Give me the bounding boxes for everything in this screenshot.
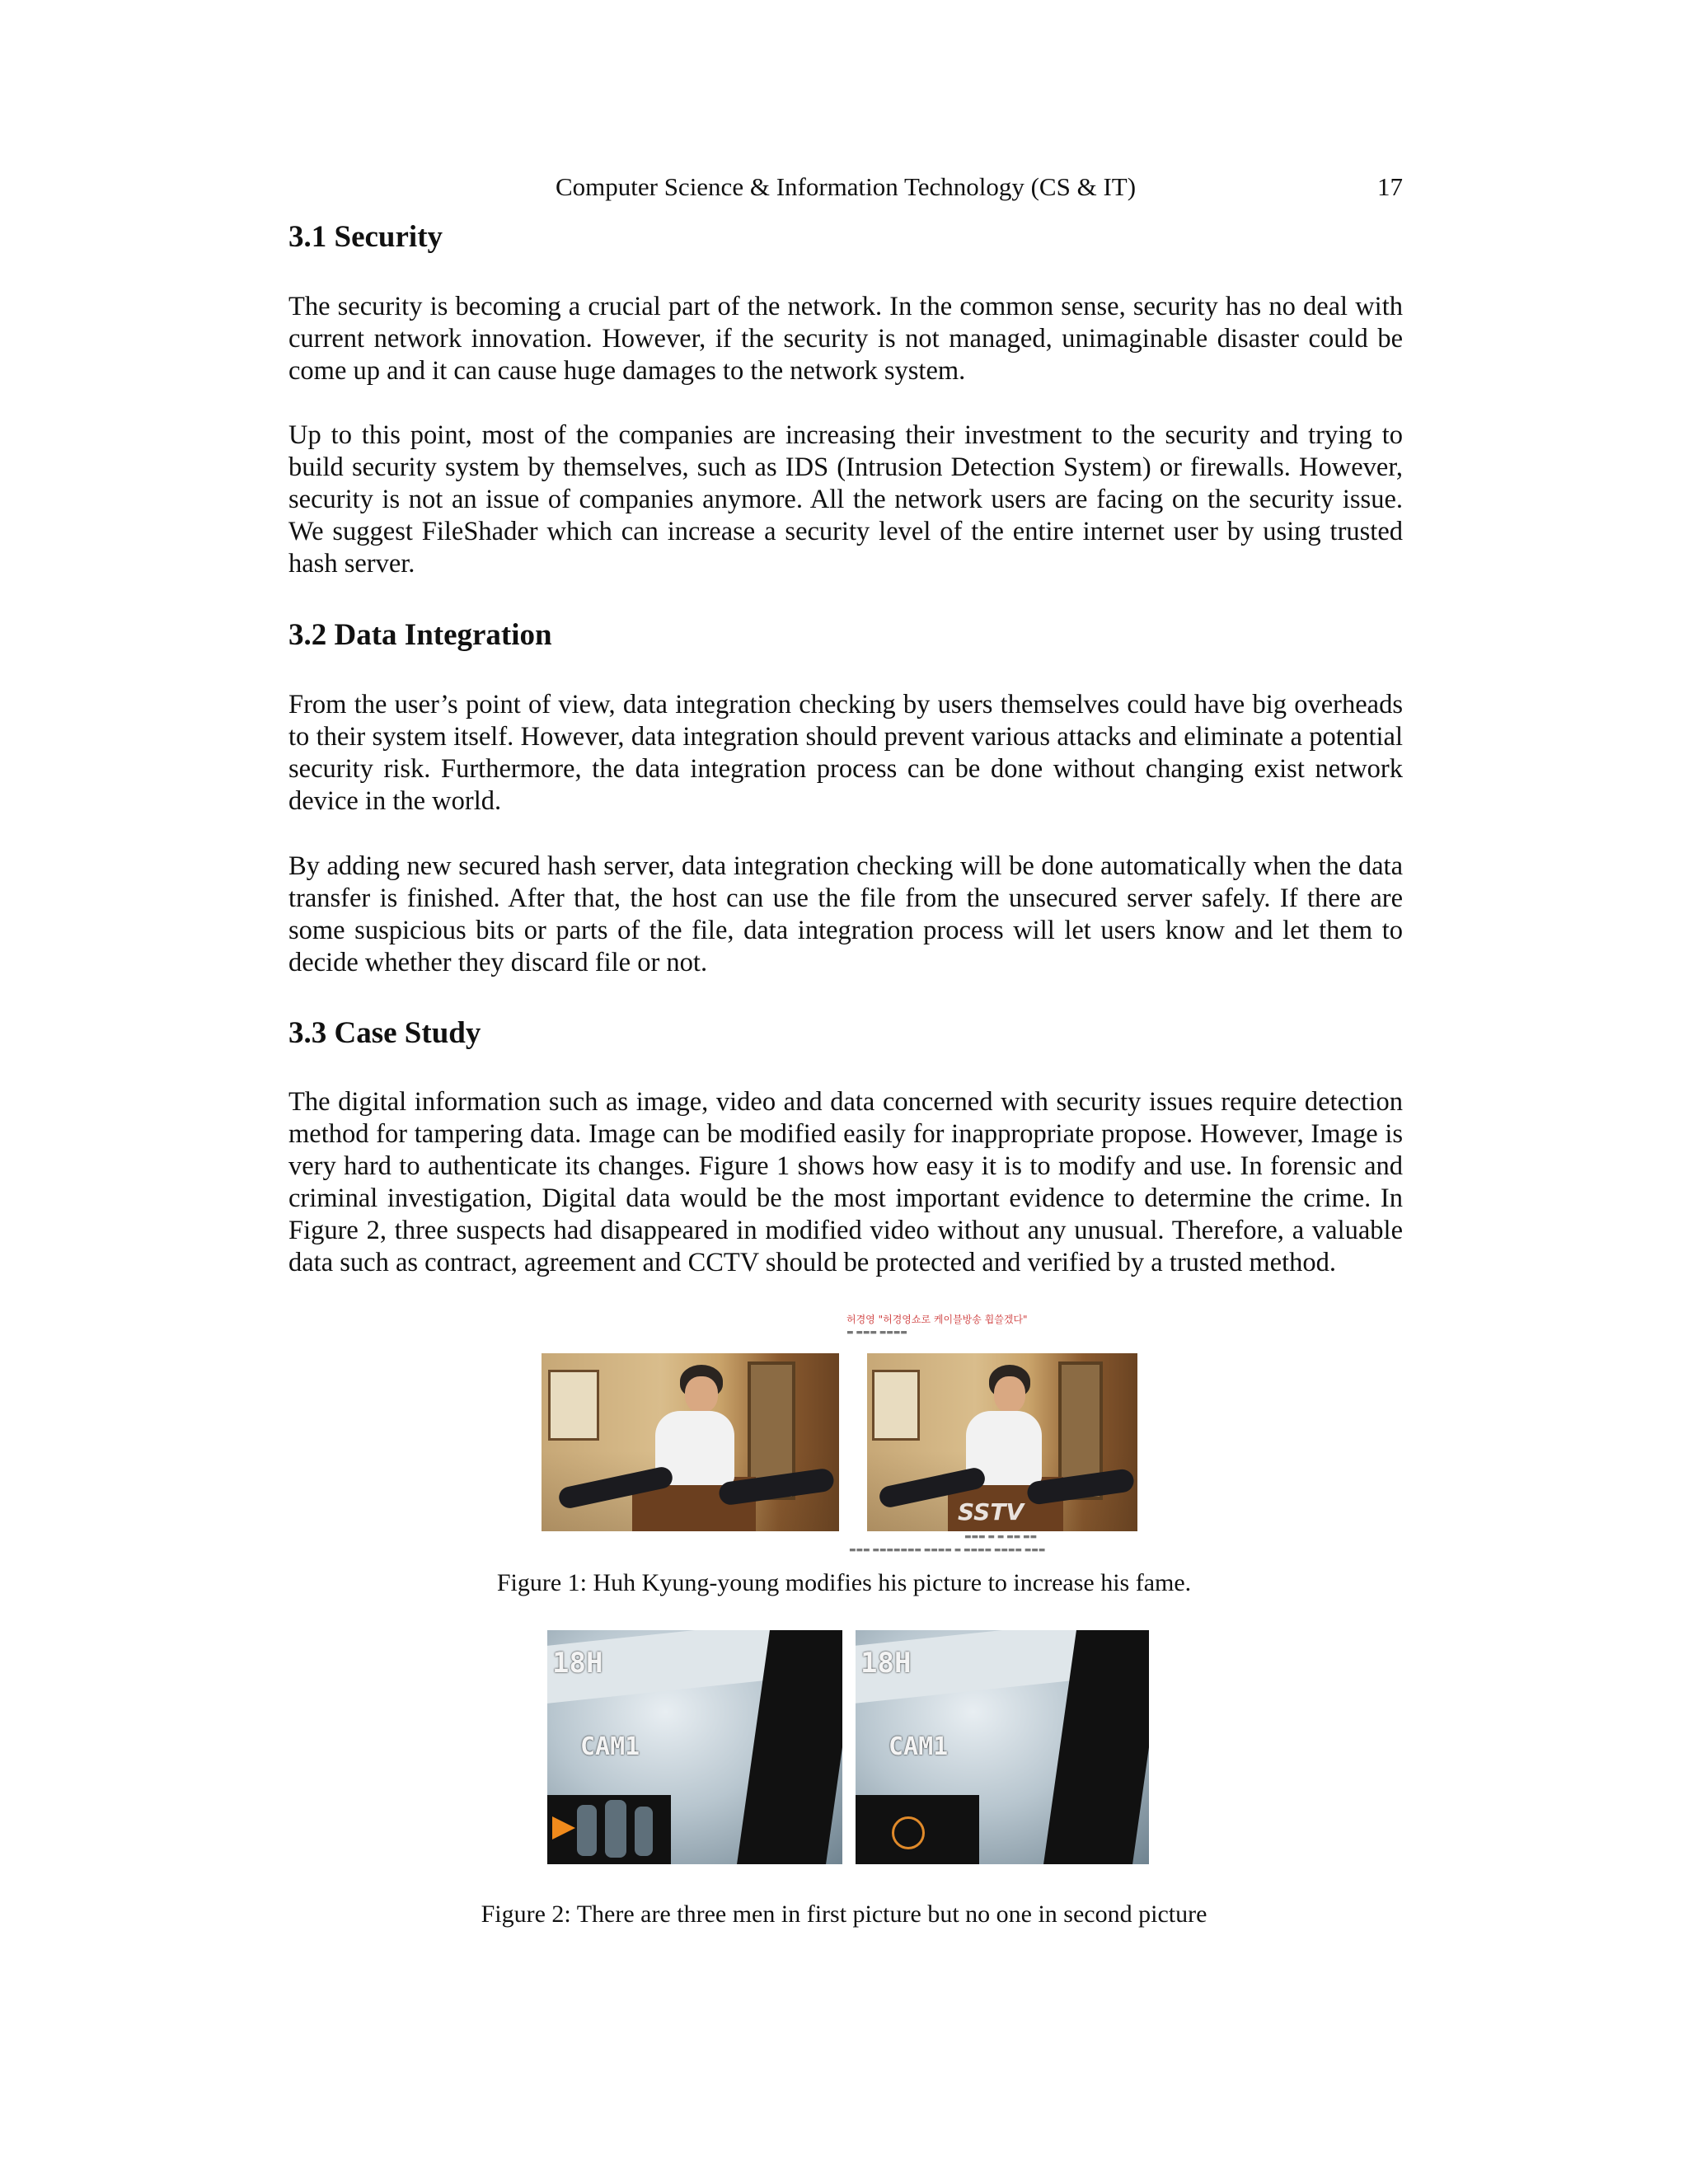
figure-1-photo-original [542,1353,839,1531]
figure-1-byline: ▬ ▬▬▬ ▬▬▬▬ [846,1329,907,1337]
section-heading-data-integration: 3.2 Data Integration [288,618,552,652]
figure-1-watermark: SSTV [958,1498,1025,1526]
figure-2-circle-marker [892,1816,925,1849]
figure-1-caption: Figure 1: Huh Kyung-young modifies his picture to increase his fame. [496,1569,1192,1596]
journal-name: Computer Science & Information Technology (CS & IT) [555,172,1137,201]
figure-2-cam-overlay-left: CAM1 [580,1732,640,1761]
paragraph-security-1: The security is becoming a crucial part of the network. In the common sense, security has no deal with current network innovation. However, if the security is not managed, unimaginable disaster could be come up and it can cause huge damages to the network system. [288,292,1403,386]
figure-1-source-line: ▬▬▬ ▬▬▬▬▬▬▬ ▬▬▬▬ ▬ ▬▬▬▬ ▬▬▬▬ ▬▬▬ [849,1546,1046,1554]
running-head [288,172,1403,205]
figure-2-arrow-marker [552,1816,575,1840]
figure-2-caption: Figure 2: There are three men in first picture but no one in second picture [481,1900,1207,1928]
figure-1-photo-credit: ▬▬▬ ▬ ▬ ▬▬ ▬▬ [964,1533,1037,1541]
paragraph-data-integration-2: By adding new secured hash server, data integration checking will be done automatically when the data transfer is finished. After that, the host can use the file from the unsecured server safely. If there are some suspicious bits or parts of the file, data integration process will let users know and let them to decide whether they discard file or not. [288,851,1403,977]
figure-2-frame-modified [856,1630,1149,1864]
figure-1-headline: 허경영 "허경영쇼로 케이블방송 휩쓸겠다" [846,1314,1028,1325]
figure-2-frame-original [547,1630,842,1864]
paragraph-case-study-1: The digital information such as image, video and data concerned with security issues require detection method for tampering data. Image can be modified easily for inappropriate propose. However, Image is very hard to authenticate its changes. Figure 1 shows how easy it is to modify and use. In forensic and criminal investigation, Digital data would be the most important evidence to determine the crime. In Figure 2, three suspects had disappeared in modified video without any unusual. Therefore, a valuable data such as contract, agreement and CCTV should be protected and verified by a trusted method. [288,1087,1403,1277]
figure-2-cam-overlay-right: CAM1 [889,1732,949,1761]
section-heading-case-study: 3.3 Case Study [288,1016,481,1050]
paragraph-data-integration-1: From the user’s point of view, data integration checking by users themselves could have big overheads to their system itself. However, data integration should prevent various attacks and eliminate a potential security risk. Furthermore, the data integration process can be done without changing exist network device in the world. [288,690,1403,816]
page-number: 17 [1377,172,1403,201]
figure-1 [0,1310,1688,1591]
section-heading-security: 3.1 Security [288,220,443,254]
figure-2-time-overlay-right: 18H [860,1647,912,1680]
figure-1-photo-modified [867,1353,1137,1531]
figure-2 [0,1630,1688,1869]
paragraph-security-2: Up to this point, most of the companies are increasing their investment to the security and trying to build security system by themselves, such as IDS (Intrusion Detection System) or firewalls. However, security is not an issue of companies anymore. All the network users are facing on the security issue. We suggest FileShader which can increase a security level of the entire internet user by using trusted hash server. [288,420,1403,579]
figure-2-time-overlay-left: 18H [552,1647,603,1680]
